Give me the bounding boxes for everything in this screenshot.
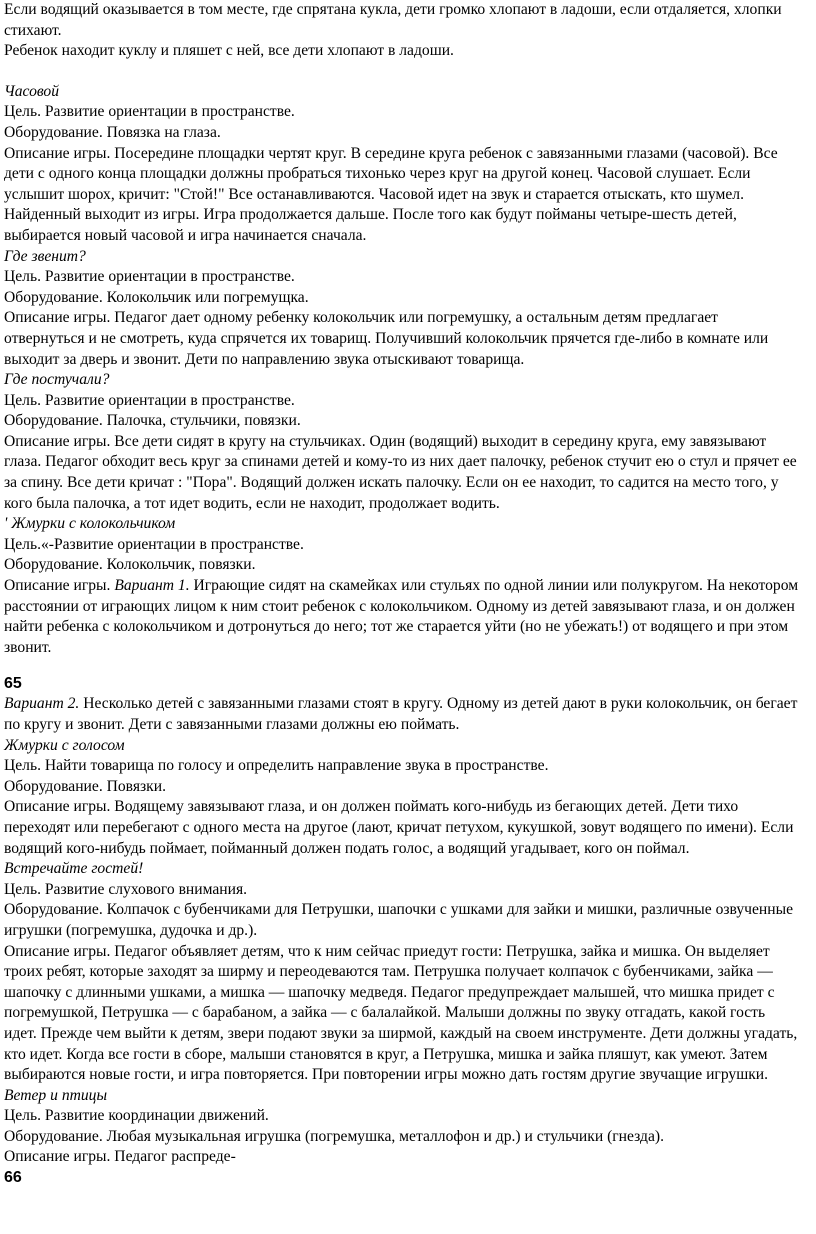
description-label: Описание игры. [4, 577, 115, 595]
goal-line: Цель. Найти товарища по голосу и определить направление звука в пространстве. [4, 757, 549, 775]
description-text: Несколько детей с завязанными глазами стоят в кругу. Одному из детей дают в руки колокольчик, он бегает по кругу и звонит. Дети с завязанными глазами должны ею поймать. [4, 695, 798, 733]
description-paragraph: Описание игры. Посередине площадки чертят круг. В середине круга ребенок с завязанными глазами (часовой). Все дети с одного конца площадки должны пробраться тихонько через круг на другой конец. Часовой слушает. Если услышит шорох, кричит: "Стой!" Все останавливаются. Часовой идет на звук и старается отыскать, кто шумел. Найденный выходит из игры. Игра продолжается дальше. После того как будут пойманы четыре-шесть детей, выбирается новый часовой и игра начинается сначала. [4, 144, 778, 244]
equipment-line: Оборудование. Любая музыкальная игрушка (погремушка, металлофон и др.) и стульчики (гнезда). [4, 1127, 664, 1145]
spacer [4, 62, 800, 82]
section-title-chasovoy: Часовой [4, 82, 60, 100]
equipment-line: Оборудование. Повязка на глаза. [4, 123, 221, 141]
equipment-line: Оборудование. Палочка, стульчики, повязки. [4, 412, 301, 430]
goal-line: Цель. Развитие ориентации в пространстве. [4, 391, 295, 409]
description-paragraph: Описание игры. Педагог объявляет детям, что к ним сейчас приедут гости: Петрушка, зайка и мишка. Он выделяет троих ребят, которые заходят за ширму и переодеваются там. Петрушка получает колпачок с бубенчиками, зайка — шапочку с длинными ушками, а мишка — шапочку медведя. Педагог предупреждает малышей, что мишка придет с погремушкой, Петрушка — с барабаном, а зайка — с балалайкой. Малыши должны по звуку отгадать, какой гость идет. Прежде чем выйти к детям, звери подают звуки за ширмой, каждый на своем инструменте. Дети должны угадать, кто идет. Когда все гости в сборе, малыши становятся в круг, а Петрушка, мишка и зайка пляшут, как умеют. Затем выбираются новые гости, и игра повторяется. При повторении игры можно дать гостям другие звучащие игрушки. [4, 942, 798, 1084]
section-title-zhmurki-s-golosom: Жмурки с голосом [4, 736, 125, 754]
section-title-vstrechayte-gostey: Встречайте гостей! [4, 860, 144, 878]
goal-line: Цель. Развитие ориентации в пространстве. [4, 103, 295, 121]
paragraph: Ребенок находит куклу и пляшет с ней, все дети хлопают в ладоши. [4, 42, 454, 60]
section-title-gde-zvenit: Где звенит? [4, 247, 86, 265]
section-title-gde-postuchali: Где постучали? [4, 371, 110, 389]
section-title-veter-i-ptitsy: Ветер и птицы [4, 1086, 108, 1104]
description-paragraph: Описание игры. Педагог распреде- [4, 1148, 236, 1166]
goal-line: Цель. Развитие координации движений. [4, 1107, 269, 1125]
description-paragraph [4, 694, 800, 735]
page-number: 65 [4, 675, 22, 693]
description-paragraph [4, 576, 800, 658]
section-title-zhmurki-s-kolokolchikom: ' Жмурки с колокольчиком [4, 515, 176, 533]
goal-line: Цель. Развитие слухового внимания. [4, 880, 248, 898]
equipment-line: Оборудование. Колокольчик, повязки. [4, 556, 256, 574]
variant-label: Вариант 2. [4, 695, 80, 713]
equipment-line: Оборудование. Повязки. [4, 777, 166, 795]
description-text: Играющие сидят на скамейках или стульях по одной линии или полукругом. На некотором расстоянии от играющих лицом к ним стоит ребенок с колокольчиком. Одному из детей завязывают глаза, и он должен найти ребенка с колокольчиком и дотронуться до него; тот же старается уйти (но не убежать!) от водящего и при этом звонит. [4, 577, 799, 656]
equipment-line: Оборудование. Колпачок с бубенчиками для Петрушки, шапочки с ушками для зайки и мишки, различные озвученные игрушки (погремушка, дудочка и др.). [4, 901, 794, 939]
goal-line: Цель.«-Развитие ориентации в пространстве. [4, 535, 304, 553]
page-number: 66 [4, 1169, 22, 1187]
description-paragraph: Описание игры. Все дети сидят в кругу на стульчиках. Один (водящий) выходит в середину круга, ему завязывают глаза. Педагог обходит весь круг за спинами детей и кому-то из них дает палочку, ребенок стучит ею о стул и прячет ее за спину. Все дети кричат : "Пора". Водящий должен искать палочку. Если он ее находит, то садится на место того, у кого была палочка, а тот идет водить, если не находит, продолжает водить. [4, 432, 797, 512]
equipment-line: Оборудование. Колокольчик или погремущка. [4, 288, 309, 306]
spacer [4, 658, 800, 674]
variant-label: Вариант 1. [114, 577, 190, 595]
paragraph: Если водящий оказывается в том месте, где спрятана кукла, дети громко хлопают в ладоши, если отдаляется, хлопки стихают. [4, 1, 782, 39]
goal-line: Цель. Развитие ориентации в пространстве. [4, 268, 295, 286]
description-paragraph: Описание игры. Педагог дает одному ребенку колокольчик или погремушку, а остальным детям предлагает отвернуться и не смотреть, куда спрячется их товарищ. Получивший колокольчик прячется где-либо в комнате или выходит за дверь и звонит. Дети по направлению звука отыскивают товарища. [4, 309, 769, 368]
description-paragraph: Описание игры. Водящему завязывают глаза, и он должен поймать кого-нибудь из бегающих детей. Дети тихо переходят или перебегают с одного места на другое (лают, кричат петухом, кукушкой, зовут водящего по имени). Если водящий кого-нибудь поймает, пойманный должен подать голос, а водящий угадывает, кого он поймал. [4, 798, 794, 857]
